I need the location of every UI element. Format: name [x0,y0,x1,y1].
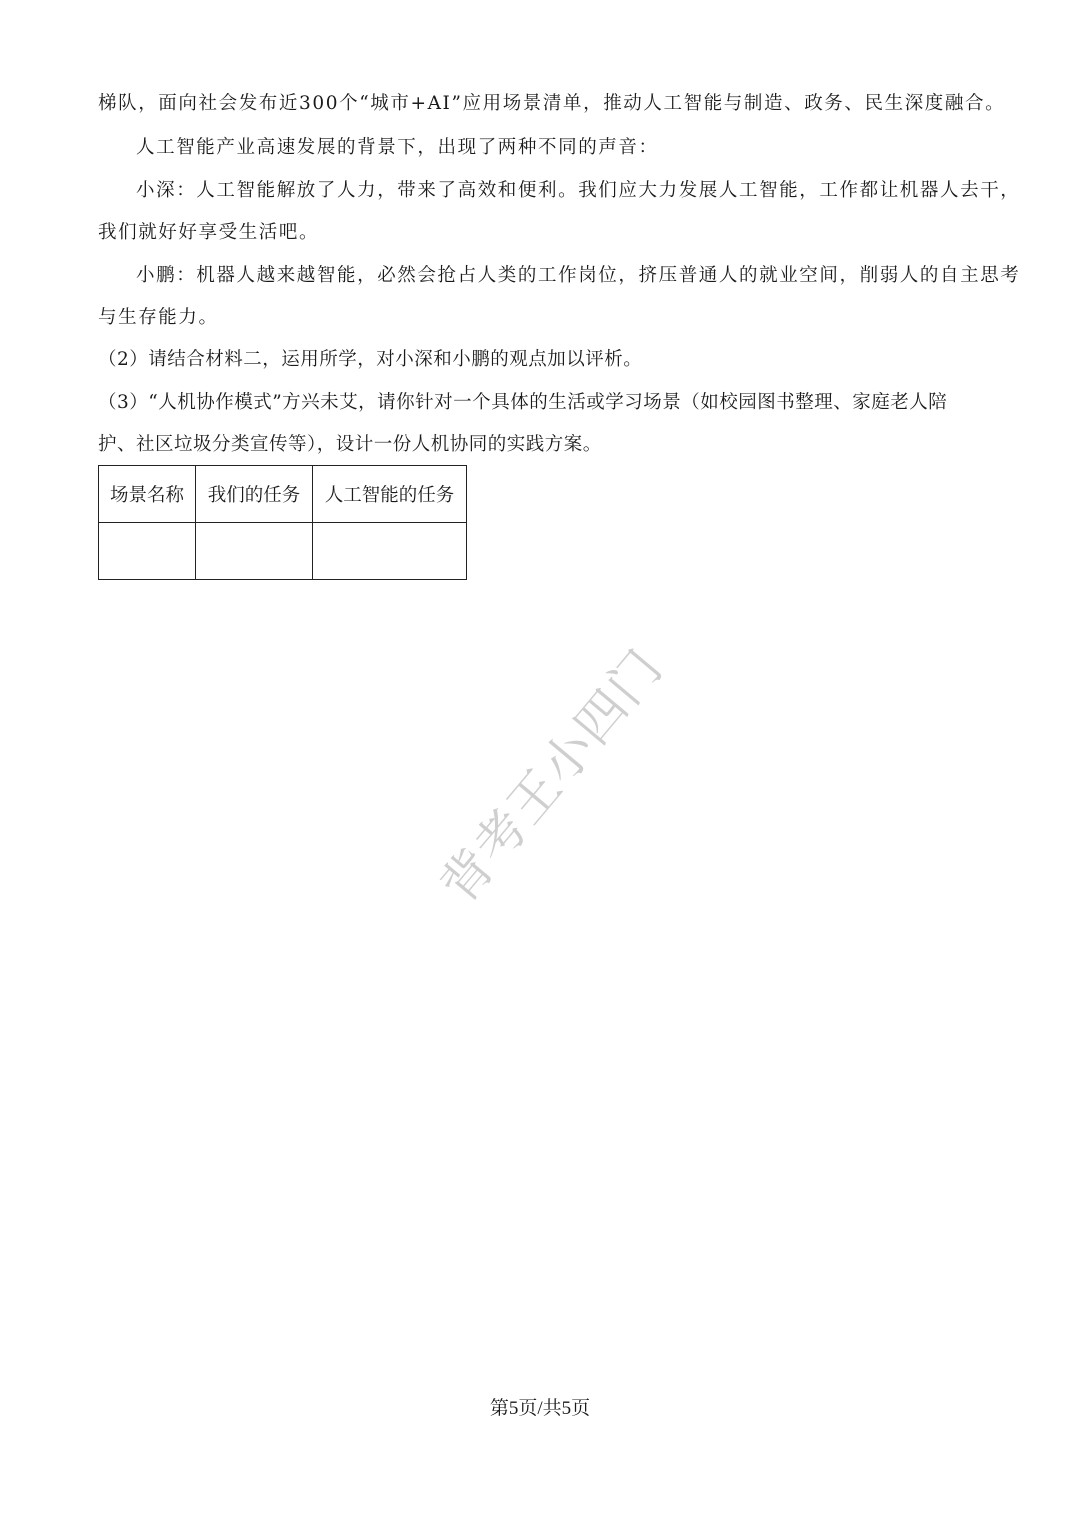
paragraph-xiaopeng-line2: 与生存能力。 [98,307,219,328]
question-2: （2）请结合材料二，运用所学，对小深和小鹏的观点加以评析。 [98,349,643,370]
cell-scene-name[interactable] [99,523,196,580]
table-header-row [99,466,467,523]
cell-ai-task[interactable] [313,523,467,580]
question-3-line2: 护、社区垃圾分类宣传等），设计一份人机协同的实践方案。 [98,434,602,455]
question-3-line1: （3）“人机协作模式”方兴未艾，请你针对一个具体的生活或学习场景（如校园图书整理、家庭老人陪 [98,392,948,413]
paragraph-xiaoshen-line1: 小深：人工智能解放了人力，带来了高效和便利。我们应大力发展人工智能，工作都让机器人去干， [136,180,1021,201]
paragraph-intro-voices: 人工智能产业高速发展的背景下，出现了两种不同的声音： [136,137,659,158]
paragraph-material-end: 梯队，面向社会发布近300个“城市+AI”应用场景清单，推动人工智能与制造、政务、民生深度融合。 [98,93,1006,114]
header-scene-name: 场景名称 [99,466,196,523]
header-our-task: 我们的任务 [196,466,313,523]
header-ai-task: 人工智能的任务 [313,466,467,523]
practice-plan-table [98,465,467,580]
watermark: 背考王小四门 [429,637,675,915]
table-row [99,523,467,580]
page-footer: 第5页/共5页 [489,1398,591,1419]
paragraph-xiaoshen-line2: 我们就好好享受生活吧。 [98,222,320,243]
cell-our-task[interactable] [196,523,313,580]
paragraph-xiaopeng-line1: 小鹏：机器人越来越智能，必然会抢占人类的工作岗位，挤压普通人的就业空间，削弱人的自主思考 [136,265,1021,286]
